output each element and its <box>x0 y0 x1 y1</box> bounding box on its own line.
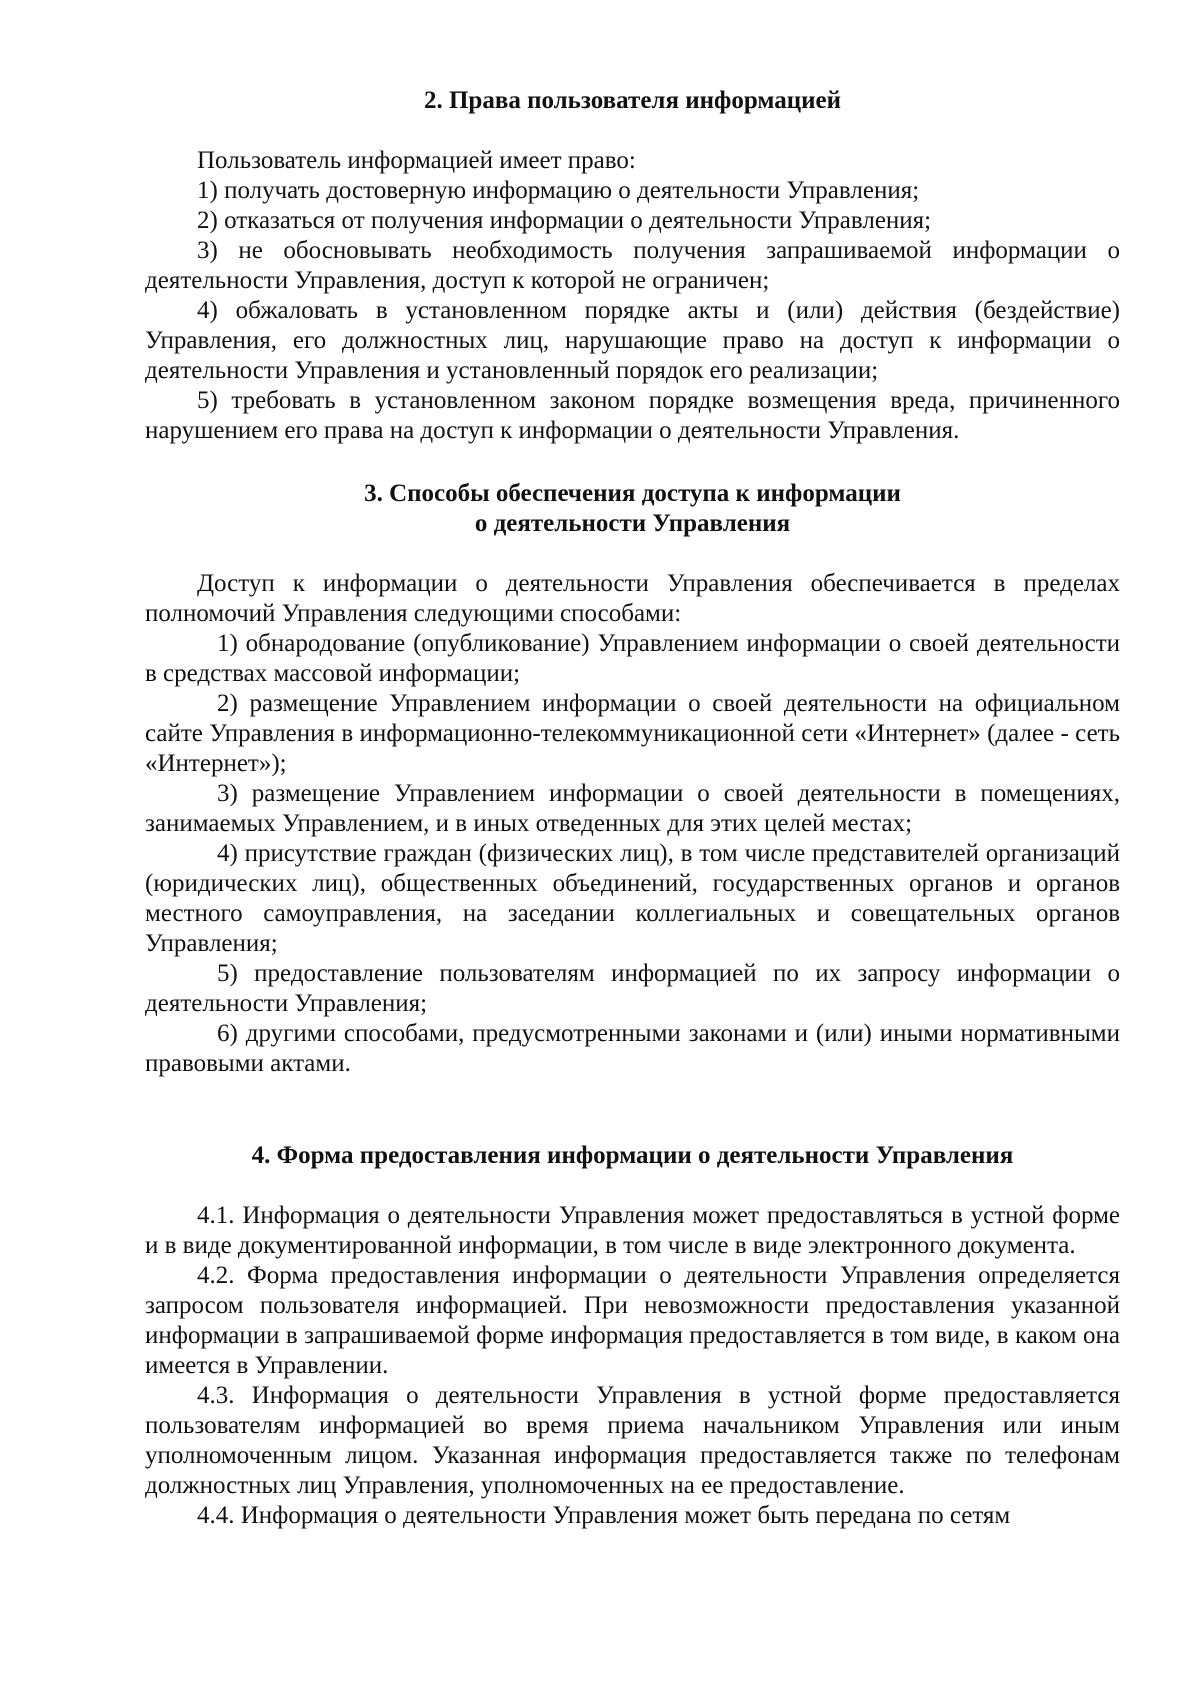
section-2-item-3: 3) не обосновывать необходимость получения запрашиваемой информации о деятельности Управления, доступ к которой не ограничен; <box>145 237 1120 294</box>
document-body <box>145 86 1120 1531</box>
section-2-item-4: 4) обжаловать в установленном порядке акты и (или) действия (бездействие) Управления, его должностных лиц, нарушающие право на доступ к информации о деятельности Управления и установленный порядок его реализации; <box>145 297 1120 384</box>
section-3-title <box>145 479 1120 539</box>
section-2-intro: Пользователь информацией имеет право: <box>197 147 636 174</box>
section-4-item-3: 4.3. Информация о деятельности Управления в устной форме предоставляется пользователям информацией во время приема начальником Управления или иным уполномоченным лицом. Указанная информация предоставляется также по телефонам должностных лиц Управления, уполномоченных на ее предоставление. <box>145 1382 1120 1499</box>
section-4-item-1: 4.1. Информация о деятельности Управления может предоставляться в устной форме и в виде документированной информации, в том числе в виде электронного документа. <box>145 1202 1120 1259</box>
section-3-item-5: 5) предоставление пользователям информацией по их запросу информации о деятельности Управления; <box>145 960 1120 1017</box>
section-3-intro: Доступ к информации о деятельности Управления обеспечивается в пределах полномочий Управления следующими способами: <box>145 570 1120 627</box>
section-2-title: 2. Права пользователя информацией <box>423 87 842 114</box>
section-3-title-line-1: 3. Способы обеспечения доступа к информации <box>364 480 901 507</box>
section-3-item-2: 2) размещение Управлением информации о своей деятельности на официальном сайте Управления в информационно-телекоммуникационной сети «Интернет» (далее - сеть «Интернет»); <box>145 690 1120 777</box>
section-2-item-2: 2) отказаться от получения информации о деятельности Управления; <box>197 207 932 234</box>
section-3-title-line-2: о деятельности Управления <box>474 510 791 537</box>
section-4-item-4: 4.4. Информация о деятельности Управления может быть передана по сетям <box>197 1502 1011 1529</box>
section-4-title: 4. Форма предоставления информации о деятельности Управления <box>251 1142 1014 1169</box>
section-4-item-2: 4.2. Форма предоставления информации о деятельности Управления определяется запросом пользователя информацией. При невозможности предоставления указанной информации в запрашиваемой форме информация предоставляется в том виде, в каком она имеется в Управлении. <box>145 1262 1120 1379</box>
section-3-item-3: 3) размещение Управлением информации о своей деятельности в помещениях, занимаемых Управлением, и в иных отведенных для этих целей местах; <box>145 780 1120 837</box>
section-3-item-1: 1) обнародование (опубликование) Управлением информации о своей деятельности в средствах массовой информации; <box>145 630 1120 687</box>
section-3-item-6: 6) другими способами, предусмотренными законами и (или) иными нормативными правовыми актами. <box>145 1020 1120 1077</box>
section-3-item-4: 4) присутствие граждан (физических лиц), в том числе представителей организаций (юридических лиц), общественных объединений, государственных органов и органов местного самоуправления, на заседании коллегиальных и совещательных органов Управления; <box>145 840 1120 957</box>
section-2-item-5: 5) требовать в установленном законом порядке возмещения вреда, причиненного нарушением его права на доступ к информации о деятельности Управления. <box>145 387 1120 444</box>
section-2-item-1: 1) получать достоверную информацию о деятельности Управления; <box>197 177 920 204</box>
